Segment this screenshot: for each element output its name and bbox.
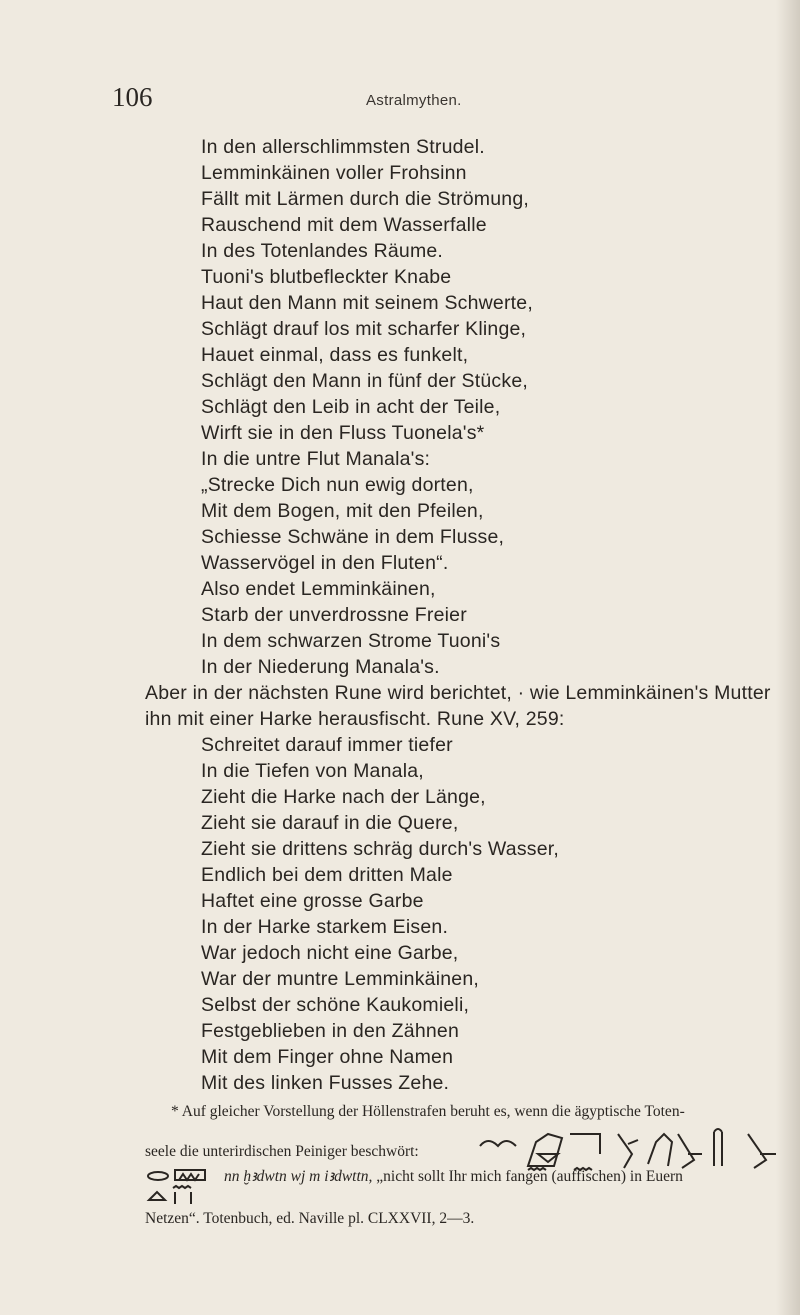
verse-line: Rauschend mit dem Wasserfalle <box>201 214 487 236</box>
verse-line: Mit dem Finger ohne Namen <box>201 1046 454 1068</box>
verse-line: Haut den Mann mit seinem Schwerte, <box>201 292 533 314</box>
mouth-glyph <box>149 1192 165 1200</box>
verse-line: In der Harke starkem Eisen. <box>201 916 449 938</box>
seated-god-glyph <box>678 1134 702 1168</box>
verse-line: Zieht die Harke nach der Länge, <box>201 786 486 808</box>
verse-line: In des Totenlandes Räume. <box>201 240 444 262</box>
footnote-line: * Auf gleicher Vorstellung der Höllenstrafen beruht es, wenn die ägyptische Toten- <box>171 1103 685 1120</box>
reed-glyph <box>480 1141 516 1146</box>
verse-line: Schreitet darauf immer tiefer <box>201 734 453 756</box>
verse-line: Mit dem Bogen, mit den Pfeilen, <box>201 500 484 522</box>
page-header <box>0 82 800 122</box>
verse-line: In dem schwarzen Strome Tuoni's <box>201 630 501 652</box>
seated-figure-glyph <box>528 1134 562 1166</box>
verse-line: Schlägt den Mann in fünf der Stücke, <box>201 370 528 392</box>
verse-line: Also endet Lemminkäinen, <box>201 578 436 600</box>
prose-line: Aber in der nächsten Rune wird berichtet, · wie Lemminkäinen's Mutter <box>145 682 771 704</box>
footnote-line: seele die unterirdischen Peiniger beschwört: <box>145 1143 419 1160</box>
transliteration: nn ḫꜣdwtn wj m iꜣdwttn, <box>224 1168 373 1185</box>
verse-line: Wasservögel in den Fluten“. <box>201 552 449 574</box>
water-glyph <box>173 1186 191 1188</box>
verse-line: In den allerschlimmsten Strudel. <box>201 136 485 158</box>
seated-god-glyph <box>648 1134 672 1166</box>
verse-line: Wirft sie in den Fluss Tuonela's* <box>201 422 485 444</box>
verse-line: War jedoch nicht eine Garbe, <box>201 942 459 964</box>
page-number: 106 <box>112 82 153 112</box>
mouth-glyph <box>148 1172 168 1180</box>
verse-line: Festgeblieben in den Zähnen <box>201 1020 460 1042</box>
translation: „nicht sollt Ihr mich fangen (auffischen) in Euern <box>376 1168 683 1185</box>
verse-line: Zieht sie darauf in die Quere, <box>201 812 459 834</box>
verse-line: In der Niederung Manala's. <box>201 656 440 678</box>
seated-god-glyph <box>618 1134 638 1168</box>
footnote-line: Netzen“. Totenbuch, ed. Naville pl. CLXXVII, 2—3. <box>145 1210 475 1227</box>
hieroglyph-suffix <box>145 1182 235 1206</box>
verse-line: Selbst der schöne Kaukomieli, <box>201 994 470 1016</box>
verse-line: In die Tiefen von Manala, <box>201 760 424 782</box>
verse-line: Haftet eine grosse Garbe <box>201 890 424 912</box>
verse-line: Schlägt drauf los mit scharfer Klinge, <box>201 318 527 340</box>
house-glyph <box>570 1134 600 1154</box>
verse-line: Zieht sie drittens schräg durch's Wasser, <box>201 838 560 860</box>
verse-line: War der muntre Lemminkäinen, <box>201 968 479 990</box>
verse-line: „Strecke Dich nun ewig dorten, <box>201 474 474 496</box>
page-edge-shadow <box>776 0 800 1315</box>
verse-line: Fällt mit Lärmen durch die Strömung, <box>201 188 529 210</box>
verse-line: Lemminkäinen voller Frohsinn <box>201 162 467 184</box>
verse-line: Hauet einmal, dass es funkelt, <box>201 344 469 366</box>
reed-glyph <box>714 1129 722 1166</box>
verse-line: Tuoni's blutbefleckter Knabe <box>201 266 452 288</box>
running-title: Astralmythen. <box>366 92 462 109</box>
seated-god-glyph <box>748 1134 776 1168</box>
prose-line: ihn mit einer Harke herausfischt. Rune XV, 259: <box>145 708 565 730</box>
verse-line: Schiesse Schwäne in dem Flusse, <box>201 526 505 548</box>
verse-line: Endlich bei dem dritten Male <box>201 864 453 886</box>
verse-line: Mit des linken Fusses Zehe. <box>201 1072 450 1094</box>
verse-line: In die untre Flut Manala's: <box>201 448 431 470</box>
footnote-line <box>224 1167 683 1186</box>
verse-line: Schlägt den Leib in acht der Teile, <box>201 396 501 418</box>
verse-line: Starb der unverdrossne Freier <box>201 604 467 626</box>
